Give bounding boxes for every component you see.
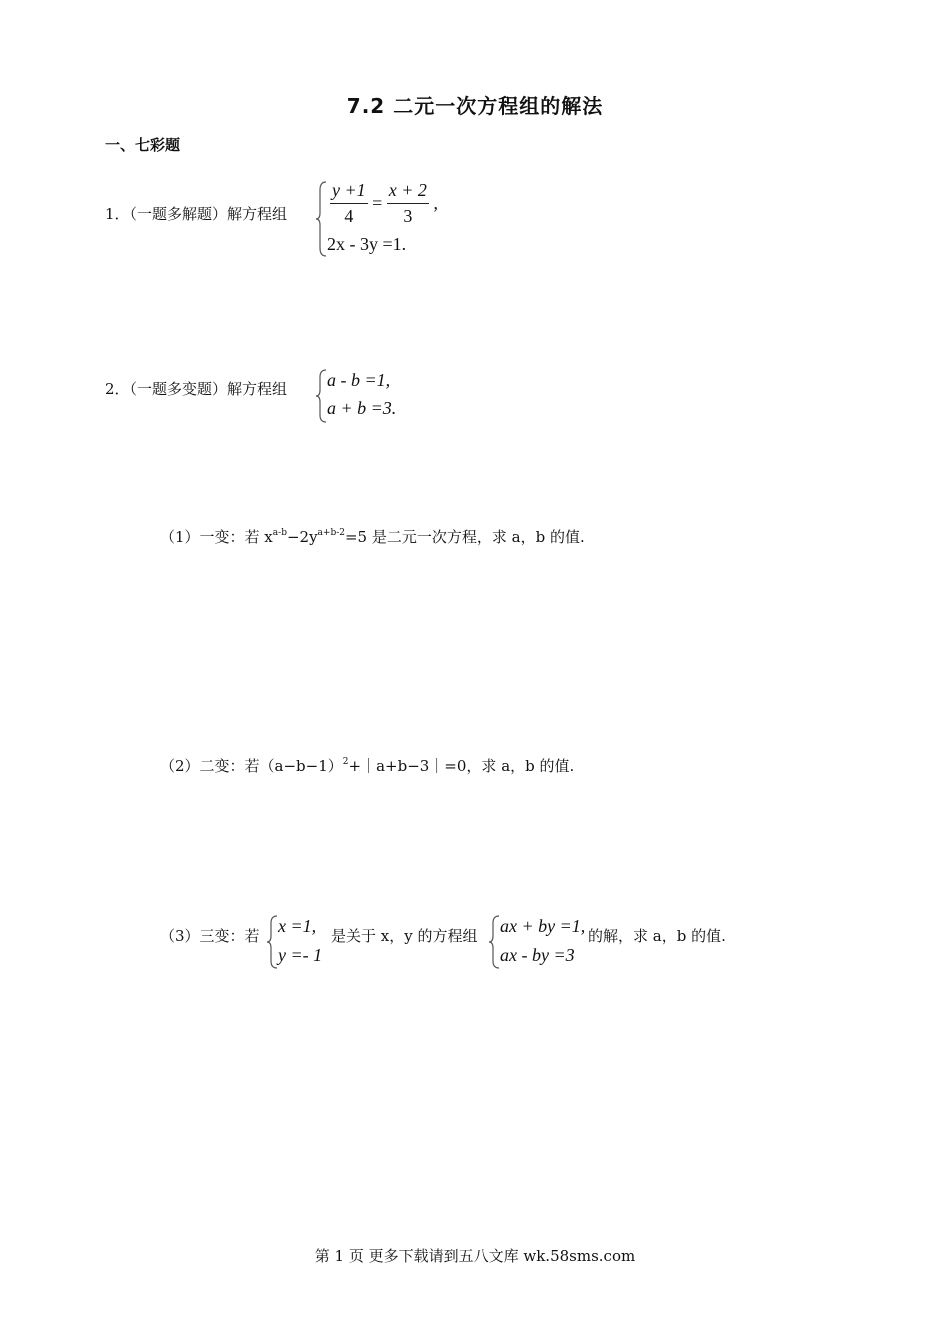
- q2-sub3-prefix: （3）三变：若: [160, 927, 260, 945]
- q2-sub3-suffix: 的解，求 a，b 的值.: [588, 927, 726, 945]
- page-title: 7.2 二元一次方程组的解法: [346, 94, 604, 118]
- q2-sub3-sys1-eq2: y =- 1: [278, 945, 323, 965]
- q2-label: 2．（一题多变题）解方程组: [105, 380, 288, 398]
- q2-brace: [314, 368, 328, 424]
- q2-sub3-sys1-eq1: x =1,: [278, 916, 317, 936]
- q2-sub3-brace-1: [265, 914, 279, 970]
- q2-sub2: （2）二变：若$(a-b-1)^2+|a+b-3|=0$，求 a，b 的值.: [160, 757, 575, 775]
- q2-equation-1: a - b =1,: [327, 370, 391, 390]
- q2-sub3-middle: 是关于 x，y 的方程组: [331, 927, 478, 945]
- q2-equation-2: a + b =3.: [327, 398, 397, 418]
- q1-label: 1．（一题多解题）解方程组: [105, 205, 288, 223]
- section-heading: 一、七彩题: [105, 136, 181, 154]
- page-footer: 第 1 页 更多下载请到五八文库 wk.58sms.com: [314, 1247, 636, 1265]
- q1-fraction-right: $\frac{x + 2}{3}$: [388, 180, 427, 226]
- q1-equation-2: 2x - 3y =1.: [327, 234, 407, 254]
- q1-equation-1: $\frac{y +1}{4}$ = $\frac{x + 2}{3}$ ,: [332, 180, 438, 226]
- q2-sub3-sys2-eq1: ax + by =1,: [500, 916, 586, 936]
- q2-sub3-brace-2: [487, 914, 501, 970]
- q1-brace: [314, 180, 328, 258]
- q1-fraction-left: $\frac{y +1}{4}$: [332, 180, 366, 226]
- q2-sub3-sys2-eq2: ax - by =3: [500, 945, 575, 965]
- q2-sub1: （1）一变：若 $x^{a-b}-2y^{a+b-2}=5$ 是二元一次方程，求 a，b 的值.: [160, 528, 585, 546]
